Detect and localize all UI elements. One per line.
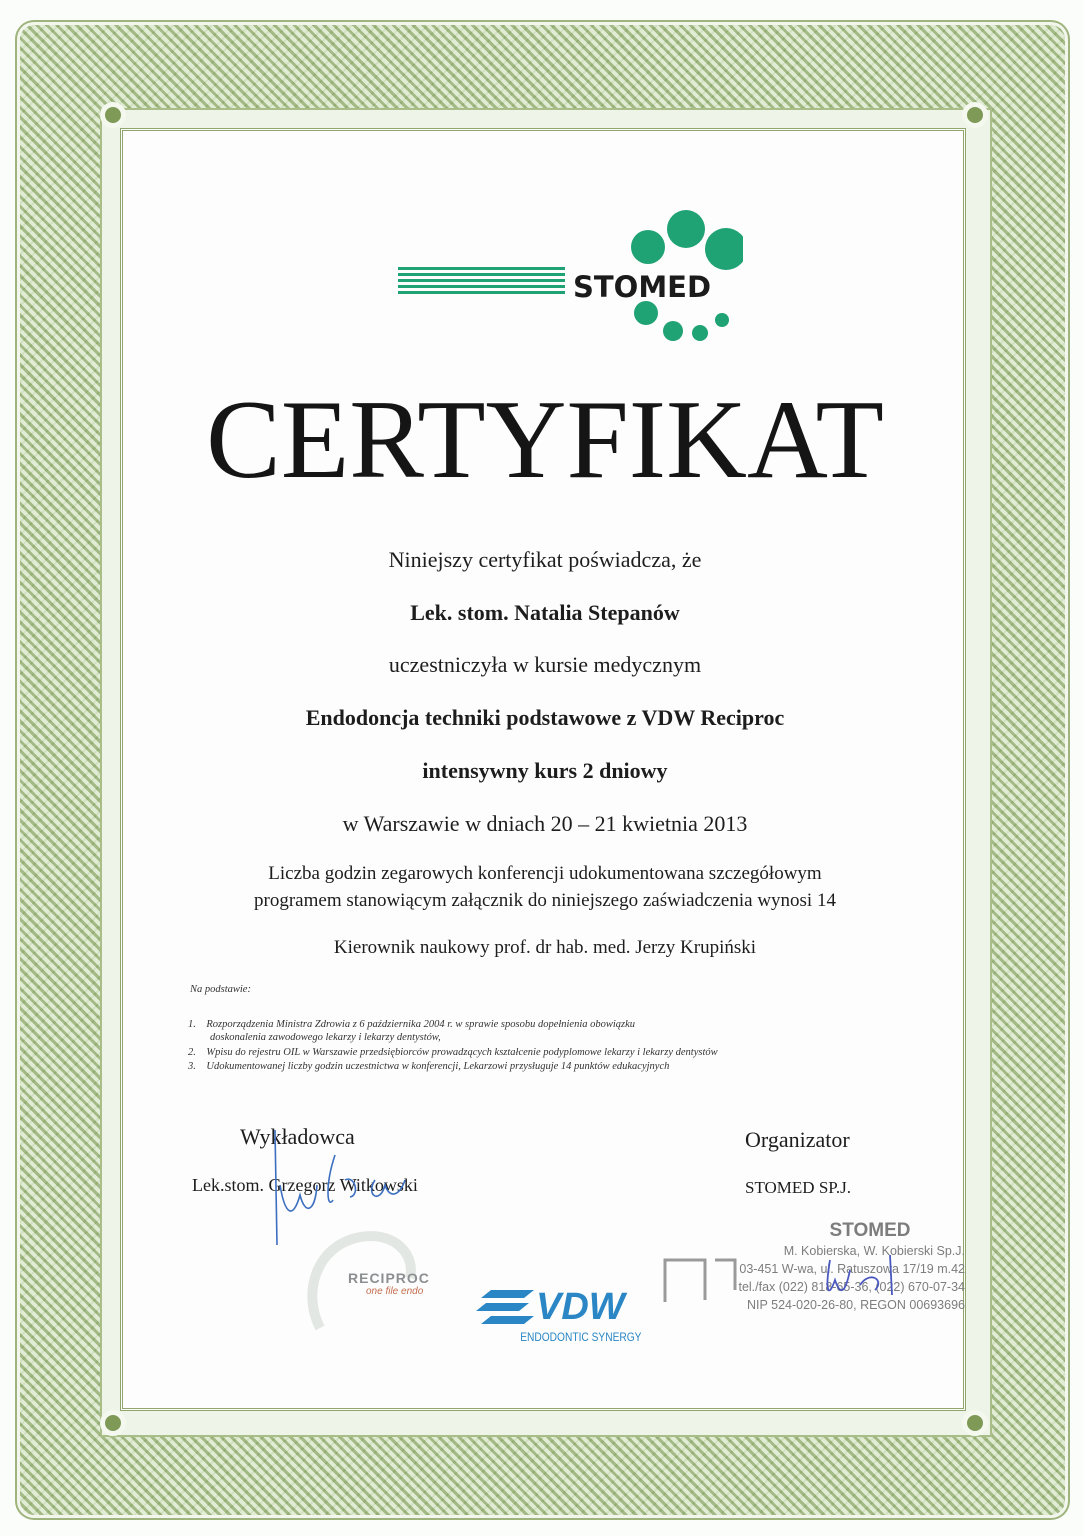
recipient-name: Lek. stom. Natalia Stepanów [410, 600, 680, 625]
course-type: intensywny kurs 2 dniowy [422, 758, 668, 783]
stamp-line: 03-451 W-wa, ul. Ratuszowa 17/19 m.42 [739, 1262, 965, 1276]
corner-ornament-icon [962, 1410, 988, 1436]
reciproc-tagline: one file endo [366, 1286, 424, 1297]
basis-item-number: 2. [188, 1047, 196, 1058]
lecturer-name: Lek.stom. Grzegorz Witkowski [192, 1175, 418, 1195]
basis-item [188, 1061, 669, 1072]
course-name: Endodoncja techniki podstawowe z VDW Reciproc [305, 705, 785, 730]
hours-text-1: Liczba godzin zegarowych konferencji udokumentowana szczegółowym [268, 863, 822, 884]
basis-heading: Na podstawie: [190, 984, 251, 995]
hours-text-2: programem stanowiącym załącznik do niniejszego zaświadczenia wynosi 14 [254, 890, 836, 911]
stomed-logo-graphic [398, 205, 743, 345]
basis-item-number: 1. [188, 1019, 196, 1030]
basis-item [188, 1019, 635, 1030]
stamp-line: NIP 524-020-26-80, REGON 00693696 [747, 1298, 965, 1312]
stomed-logo [398, 205, 743, 345]
vdw-logo-text: VDW [536, 1286, 625, 1328]
vdw-logo [476, 1288, 671, 1344]
certificate-title: CERTYFIKAT [206, 378, 884, 502]
vdw-stripes-icon [476, 1288, 536, 1328]
lecturer-label: Wykładowca [240, 1124, 355, 1149]
participation-text: uczestniczyła w kursie medycznym [388, 652, 702, 677]
organizer-name: STOMED SP.J. [745, 1178, 851, 1197]
organizer-signature [660, 1250, 960, 1330]
corner-ornament-icon [100, 102, 126, 128]
vdw-tagline: ENDODONTIC SYNERGY [520, 1330, 642, 1344]
basis-item-text: Udokumentowanej liczby godzin uczestnictwa w konferencji, Lekarzowi przysługuje 14 punktów edukacyjnych [206, 1061, 670, 1072]
corner-ornament-icon [962, 102, 988, 128]
basis-item-continuation: doskonalenia zawodowego lekarzy i lekarzy dentystów, [210, 1032, 441, 1043]
reciproc-logo-text: RECIPROC [348, 1270, 430, 1286]
basis-item [188, 1047, 718, 1058]
basis-item-number: 3. [188, 1061, 196, 1072]
place-date: w Warszawie w dniach 20 – 21 kwietnia 2013 [342, 811, 748, 836]
scientific-director: Kierownik naukowy prof. dr hab. med. Jerzy Krupiński [333, 937, 757, 958]
corner-ornament-icon [100, 1410, 126, 1436]
reciproc-logo [348, 1270, 430, 1297]
stomed-logo-text: STOMED [573, 270, 712, 304]
organizer-label: Organizator [745, 1127, 850, 1152]
basis-item-text: Rozporządzenia Ministra Zdrowia z 6 października 2004 r. w sprawie sposobu dopełnienia obowiązku [206, 1019, 636, 1030]
stamp-line: tel./fax (022) 818-65-36, (022) 670-07-34 [738, 1280, 965, 1294]
intro-text: Niniejszy certyfikat poświadcza, że [388, 547, 702, 572]
stamp-title: STOMED [829, 1220, 911, 1241]
basis-item-text: Wpisu do rejestru OIL w Warszawie przedsiębiorców prowadzących kształcenie podyplomowe lekarzy i lekarzy dentystów [206, 1047, 718, 1058]
stamp-line: M. Kobierska, W. Kobierski Sp.J. [783, 1244, 965, 1258]
